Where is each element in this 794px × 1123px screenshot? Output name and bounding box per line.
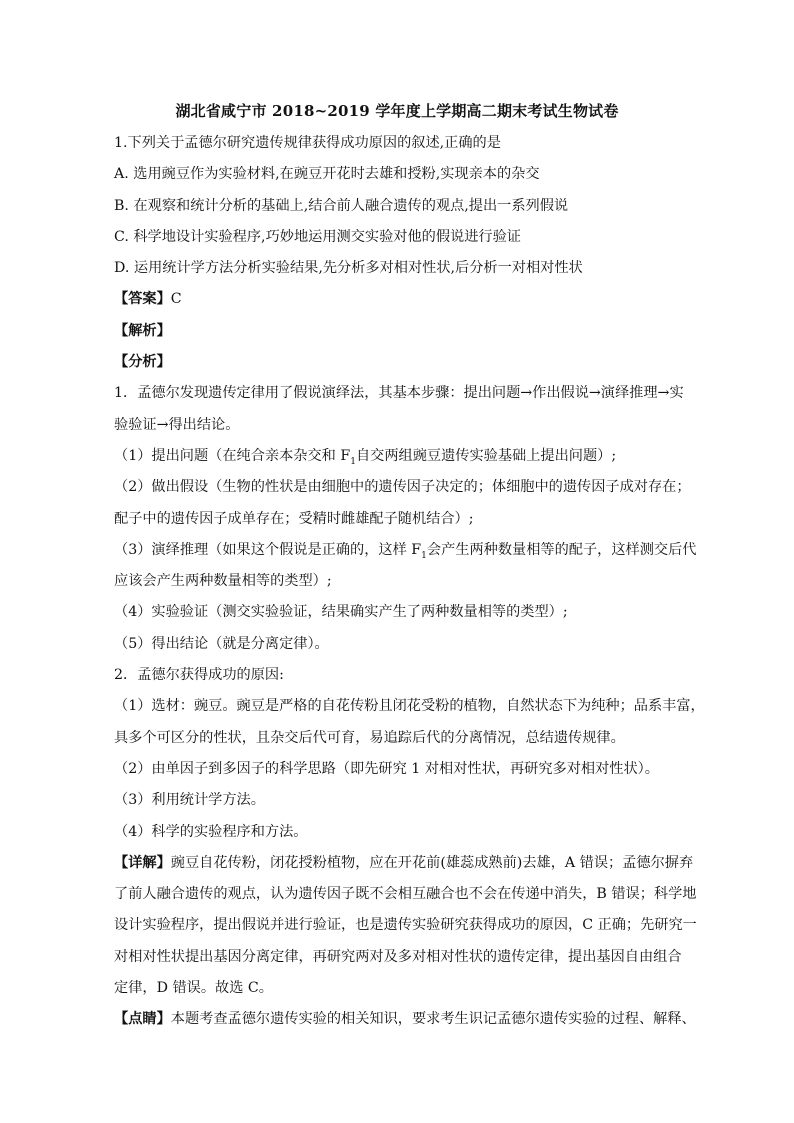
- text-segment: 自交两组豌豆遗传实验基础上提出问题）;: [355, 447, 617, 464]
- analysis-line: 验验证→得出结论。: [114, 416, 240, 433]
- option-a: A. 选用豌豆作为实验材料,在豌豆开花时去雄和授粉,实现亲本的杂交: [114, 166, 540, 183]
- analysis-line: （2）由单因子到多因子的科学思路（即先研究 1 对相对性状，再研究多对相对性状）。: [114, 760, 659, 777]
- analysis-line: 应该会产生两种数量相等的类型）;: [114, 573, 332, 590]
- answer-line: [114, 284, 684, 315]
- detail-text: 豌豆自花传粉，闭花授粉植物，应在开花前(雄蕊成熟前)去雄，A 错误；孟德尔摒弃: [170, 854, 694, 871]
- analysis-line: 具多个可区分的性状，且杂交后代可育，易追踪后代的分离情况，总结遗传规律。: [114, 729, 625, 746]
- text-segment: 会产生两种数量相等的配子，这样测交后代: [426, 541, 697, 558]
- question-stem: 1.下列关于孟德尔研究遗传规律获得成功原因的叙述,正确的是: [114, 135, 501, 151]
- analysis-line: （4）科学的实验程序和方法。: [114, 823, 308, 840]
- analysis-line: （5）得出结论（就是分离定律）。: [114, 635, 329, 652]
- detail-line: [114, 848, 694, 879]
- detail-line: 了前人融合遗传的观点，认为遗传因子既不会相互融合也不会在传递中消失，B 错误；科学地: [114, 886, 697, 903]
- analysis-line: 1．孟德尔发现遗传定律用了假说演绎法，其基本步骤：提出问题→作出假说→演绎推理→实: [114, 385, 684, 402]
- analysis-line: （3）利用统计学方法。: [114, 792, 265, 809]
- option-d: D. 运用统计学方法分析实验结果,先分析多对相对性状,后分析一对相对性状: [114, 260, 583, 277]
- subscript: 1: [350, 456, 356, 467]
- detail-tag: 【详解】: [114, 854, 171, 871]
- option-c: C. 科学地设计实验程序,巧妙地运用测交实验对他的假说进行验证: [114, 228, 521, 245]
- dianjing-tag: 【点睛】: [114, 1011, 171, 1028]
- analysis-line: （4）实验验证（测交实验验证，结果确实产生了两种数量相等的类型）;: [114, 604, 568, 621]
- dianjing-text: 本题考查孟德尔遗传实验的相关知识，要求考生识记孟德尔遗传实验的过程、解释、: [170, 1011, 696, 1028]
- answer-tag: 【答案】: [114, 291, 171, 308]
- analysis-line: （2）做出假设（生物的性状是由细胞中的遗传因子决定的；体细胞中的遗传因子成对存在；: [114, 479, 691, 496]
- page-title: 湖北省咸宁市 2018~2019 学年度上学期高二期末考试生物试卷: [175, 102, 619, 120]
- detail-line: 对相对性状提出基因分离定律，再研究两对及多对相对性状的遗传定律，提出基因自由组合: [114, 948, 682, 965]
- detail-line: 定律，D 错误。故选 C。: [114, 980, 273, 997]
- option-b: B. 在观察和统计分析的基础上,结合前人融合遗传的观点,提出一系列假说: [114, 197, 569, 214]
- subscript: 1: [421, 550, 427, 561]
- document-body: [114, 128, 705, 1036]
- answer-value: C: [170, 291, 182, 308]
- text-segment: （1）提出问题（在纯合亲本杂交和 F: [114, 447, 351, 464]
- analysis-line: [114, 441, 684, 472]
- analysis-line: 配子中的遗传因子成单存在；受精时雌雄配子随机结合）;: [114, 510, 474, 527]
- dianjing-line: [114, 1004, 696, 1035]
- text-segment: （3）演绎推理（如果这个假说是正确的，这样 F: [114, 541, 422, 558]
- fenxi-tag: 【分析】: [114, 354, 171, 371]
- analysis-line: （1）选材：豌豆。豌豆是严格的自花传粉且闭花受粉的植物，自然状态下为纯种；品系丰富，: [114, 698, 705, 715]
- analysis-line: [114, 535, 697, 566]
- detail-line: 设计实验程序，提出假说并进行验证，也是遗传实验研究获得成功的原因，C 正确；先研究一: [114, 917, 697, 934]
- analysis-tag: 【解析】: [114, 322, 171, 339]
- analysis-line: 2．孟德尔获得成功的原因:: [114, 667, 284, 684]
